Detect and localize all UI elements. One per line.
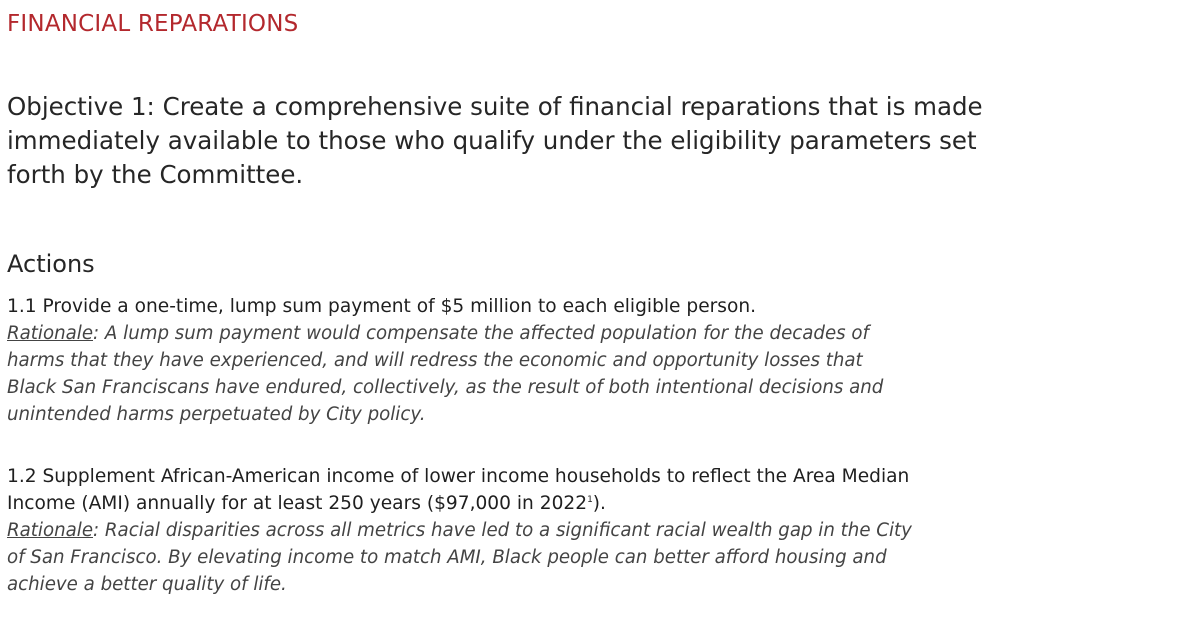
section-title: FINANCIAL REPARATIONS (7, 11, 299, 37)
action-title-text: Income (AMI) annually for at least 250 years ($97,000 in 2022 (7, 493, 588, 514)
rationale-line: harms that they have experienced, and will redress the economic and opportunity losses that (7, 350, 863, 371)
rationale-label: Rationale (7, 520, 94, 541)
actions-heading: Actions (7, 250, 95, 278)
rationale-line: unintended harms perpetuated by City policy. (7, 404, 426, 425)
action-title: 1.1 Provide a one-time, lump sum payment of $5 million to each eligible person. (7, 296, 757, 317)
objective-line: Objective 1: Create a comprehensive suite of financial reparations that is made (7, 92, 983, 121)
action-title-end: ). (592, 493, 606, 514)
rationale-text: : Racial disparities across all metrics have led to a significant racial wealth gap in the City (93, 520, 912, 541)
action-title: 1.2 Supplement African-American income of lower income households to reflect the Area Median (7, 466, 910, 487)
action-item-1-1 (7, 293, 1182, 428)
objective-statement (7, 90, 1177, 192)
rationale-label: Rationale (7, 323, 94, 344)
rationale-text: : A lump sum payment would compensate the affected population for the decades of (93, 323, 869, 344)
action-title-line (7, 490, 1182, 517)
footnote-marker[interactable]: 1 (587, 494, 593, 505)
rationale-line: achieve a better quality of life. (7, 574, 287, 595)
rationale-line (7, 320, 1182, 347)
rationale-line: Black San Franciscans have endured, collectively, as the result of both intentional decisions and (7, 377, 884, 398)
objective-line: forth by the Committee. (7, 160, 304, 189)
action-item-1-2 (7, 463, 1182, 598)
objective-line: immediately available to those who qualify under the eligibility parameters set (7, 126, 977, 155)
rationale-line: of San Francisco. By elevating income to match AMI, Black people can better afford housing and (7, 547, 887, 568)
rationale-line (7, 517, 1182, 544)
